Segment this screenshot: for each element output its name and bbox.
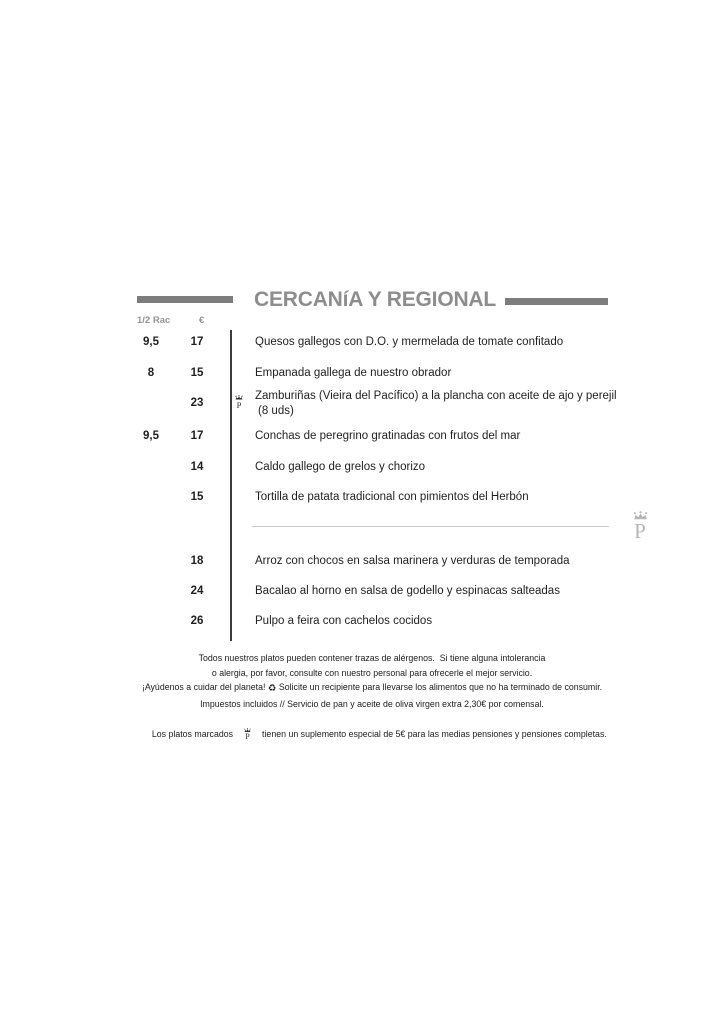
dish-name: Arroz con chocos en salsa marinera y verduras de temporada: [255, 555, 570, 567]
menu-item-row: [0, 615, 724, 631]
menu-item-row: [0, 430, 724, 446]
supplement-crown-icon: P: [244, 728, 251, 741]
menu-item-row: [0, 491, 724, 507]
recycle-icon: ♻: [267, 683, 277, 695]
dish-name: Pulpo a feira con cachelos cocidos: [255, 615, 433, 627]
half-ration-price: 9,5: [143, 336, 159, 348]
column-header-half-ration: 1/2 Rac: [137, 315, 171, 326]
dish-name-line2: (8 uds): [258, 405, 294, 417]
full-price: 23: [190, 397, 204, 409]
dish-name: Conchas de peregrino gratinadas con frutos del mar: [255, 430, 521, 442]
section-divider-line: [252, 526, 609, 527]
supplement-marker-letter: P: [236, 399, 242, 410]
dish-name: Quesos gallegos con D.O. y mermelada de tomate confitado: [255, 336, 564, 348]
planet-note: ¡Ayúdenos a cuidar del planeta! ♻ Solicite un recipiente para llevarse los alimentos que no ha terminado de consumir.: [141, 682, 603, 695]
menu-item-row: [0, 336, 724, 352]
full-price: 17: [190, 336, 204, 348]
full-price: 24: [190, 585, 204, 597]
menu-item-row: [0, 585, 724, 601]
full-price: 17: [190, 430, 204, 442]
paradores-logo: [626, 511, 654, 542]
footer-notes: [62, 651, 682, 756]
dish-name: Empanada gallega de nuestro obrador: [255, 367, 452, 379]
menu-item-row: [0, 461, 724, 477]
half-ration-price: 9,5: [143, 430, 159, 442]
column-header-euro: €: [199, 315, 205, 326]
menu-item-row: [0, 555, 724, 571]
full-price: 15: [190, 491, 204, 503]
allergen-note-line1: Todos nuestros platos pueden contener trazas de alérgenos. Si tiene alguna intolerancia: [198, 653, 546, 663]
dish-name: Tortilla de patata tradicional con pimientos del Herbón: [255, 491, 529, 503]
menu-item-row: [0, 390, 724, 417]
menu-item-row: [0, 367, 724, 383]
dish-name: Zamburiñas (Vieira del Pacífico) a la plancha con aceite de ajo y perejil: [255, 390, 617, 402]
supplement-note: Los platos marcados P tienen un suplemento especial de 5€ para las medias pensiones y pensiones completas.: [151, 728, 607, 741]
full-price: 14: [190, 461, 204, 473]
allergen-note-line2: o alergia, por favor, consulte con nuestro personal para ofrecerle el mejor servicio.: [211, 667, 533, 678]
dish-name: Caldo gallego de grelos y chorizo: [255, 461, 426, 473]
full-price: 26: [190, 615, 204, 627]
header-rule-left: [137, 296, 233, 303]
taxes-note: Impuestos incluidos // Servicio de pan y aceite de oliva virgen extra 2,30€ por comensal.: [200, 699, 544, 710]
logo-letter: P: [634, 519, 646, 543]
supplement-crown-icon: [235, 395, 243, 409]
full-price: 18: [190, 555, 204, 567]
half-ration-price: 8: [147, 367, 155, 379]
full-price: 15: [190, 367, 204, 379]
page-title: CERCANíA Y REGIONAL: [254, 288, 497, 311]
dish-name: Bacalao al horno en salsa de godello y espinacas salteadas: [255, 585, 560, 597]
header-rule-right: [505, 298, 608, 305]
